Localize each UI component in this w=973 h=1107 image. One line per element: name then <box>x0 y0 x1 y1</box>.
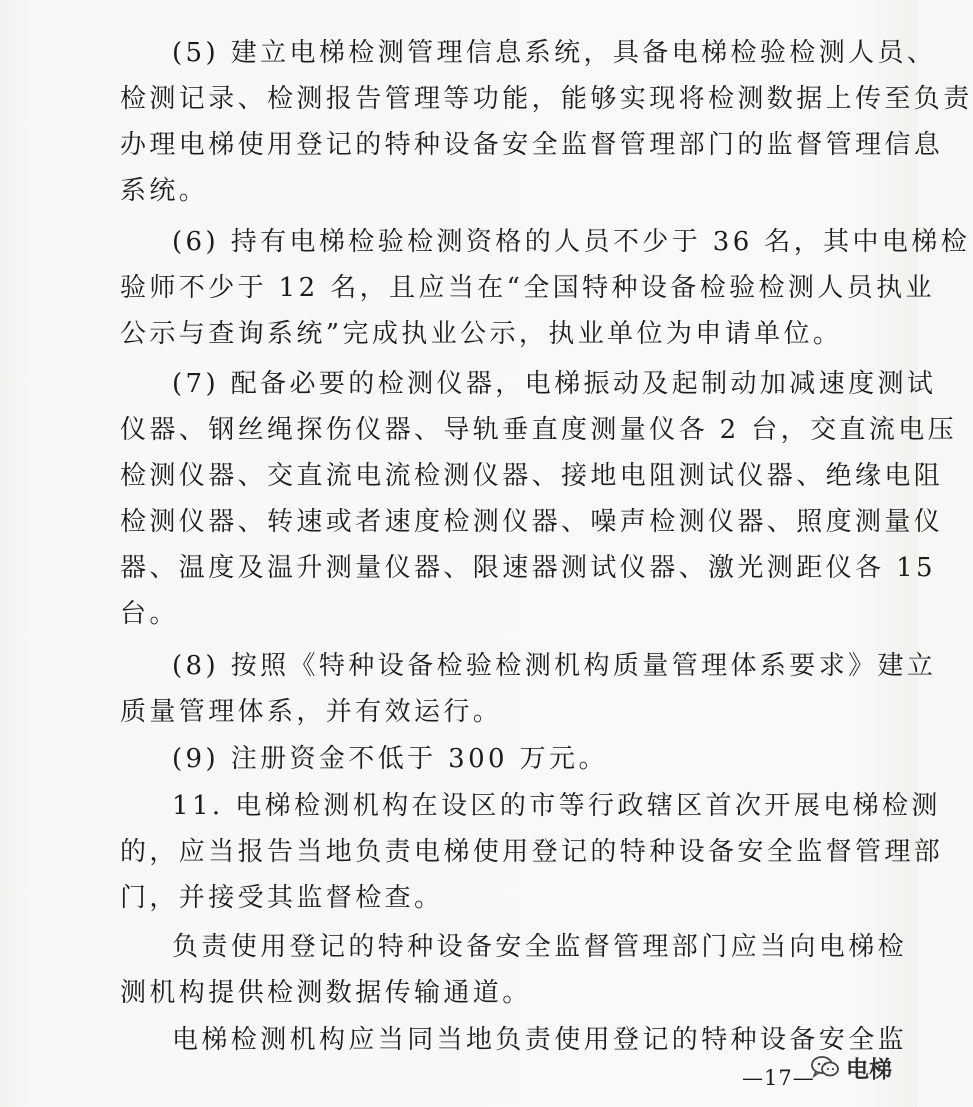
text-line: (5) 建立电梯检测管理信息系统，具备电梯检验检测人员、 <box>172 38 937 68</box>
watermark <box>810 1050 892 1084</box>
text-line: (7) 配备必要的检测仪器，电梯振动及起制动加减速度测试 <box>172 369 937 399</box>
text-line: 检测仪器、转速或者速度检测仪器、噪声检测仪器、照度测量仪 <box>120 507 944 537</box>
text-line: 电梯检测机构应当同当地负责使用登记的特种设备安全监 <box>172 1025 908 1055</box>
text-line: 验师不少于 12 名，且应当在“全国特种设备检验检测人员执业 <box>120 273 935 303</box>
text-line: 系统。 <box>120 176 209 206</box>
watermark-text: 电梯 <box>846 1056 892 1083</box>
text-line: (9) 注册资金不低于 300 万元。 <box>172 744 608 774</box>
text-line: (6) 持有电梯检验检测资格的人员不少于 36 名，其中电梯检 <box>172 227 971 257</box>
text-line: 的，应当报告当地负责电梯使用登记的特种设备安全监督管理部 <box>120 837 944 867</box>
page-number: —17— <box>742 1066 815 1090</box>
text-line: 仪器、钢丝绳探伤仪器、导轨垂直度测量仪各 2 台，交直流电压 <box>120 415 958 445</box>
text-line: 办理电梯使用登记的特种设备安全监督管理部门的监督管理信息 <box>120 130 944 160</box>
text-line: 检测记录、检测报告管理等功能，能够实现将检测数据上传至负责 <box>120 84 973 114</box>
text-line: 台。 <box>120 599 179 629</box>
text-line: 检测仪器、交直流电流检测仪器、接地电阻测试仪器、绝缘电阻 <box>120 461 944 491</box>
text-line: (8) 按照《特种设备检验检测机构质量管理体系要求》建立 <box>172 651 937 681</box>
text-line: 器、温度及温升测量仪器、限速器测试仪器、激光测距仪各 15 <box>120 553 936 583</box>
text-line: 公示与查询系统”完成执业公示，执业单位为申请单位。 <box>120 319 843 349</box>
text-line: 11. 电梯检测机构在设区的市等行政辖区首次开展电梯检测 <box>172 791 941 821</box>
chat-bubble-icon <box>810 1054 840 1080</box>
text-line: 测机构提供检测数据传输通道。 <box>120 978 532 1008</box>
text-line: 负责使用登记的特种设备安全监督管理部门应当向电梯检 <box>172 932 908 962</box>
text-line: 质量管理体系，并有效运行。 <box>120 697 503 727</box>
text-line: 门，并接受其监督检查。 <box>120 883 444 913</box>
